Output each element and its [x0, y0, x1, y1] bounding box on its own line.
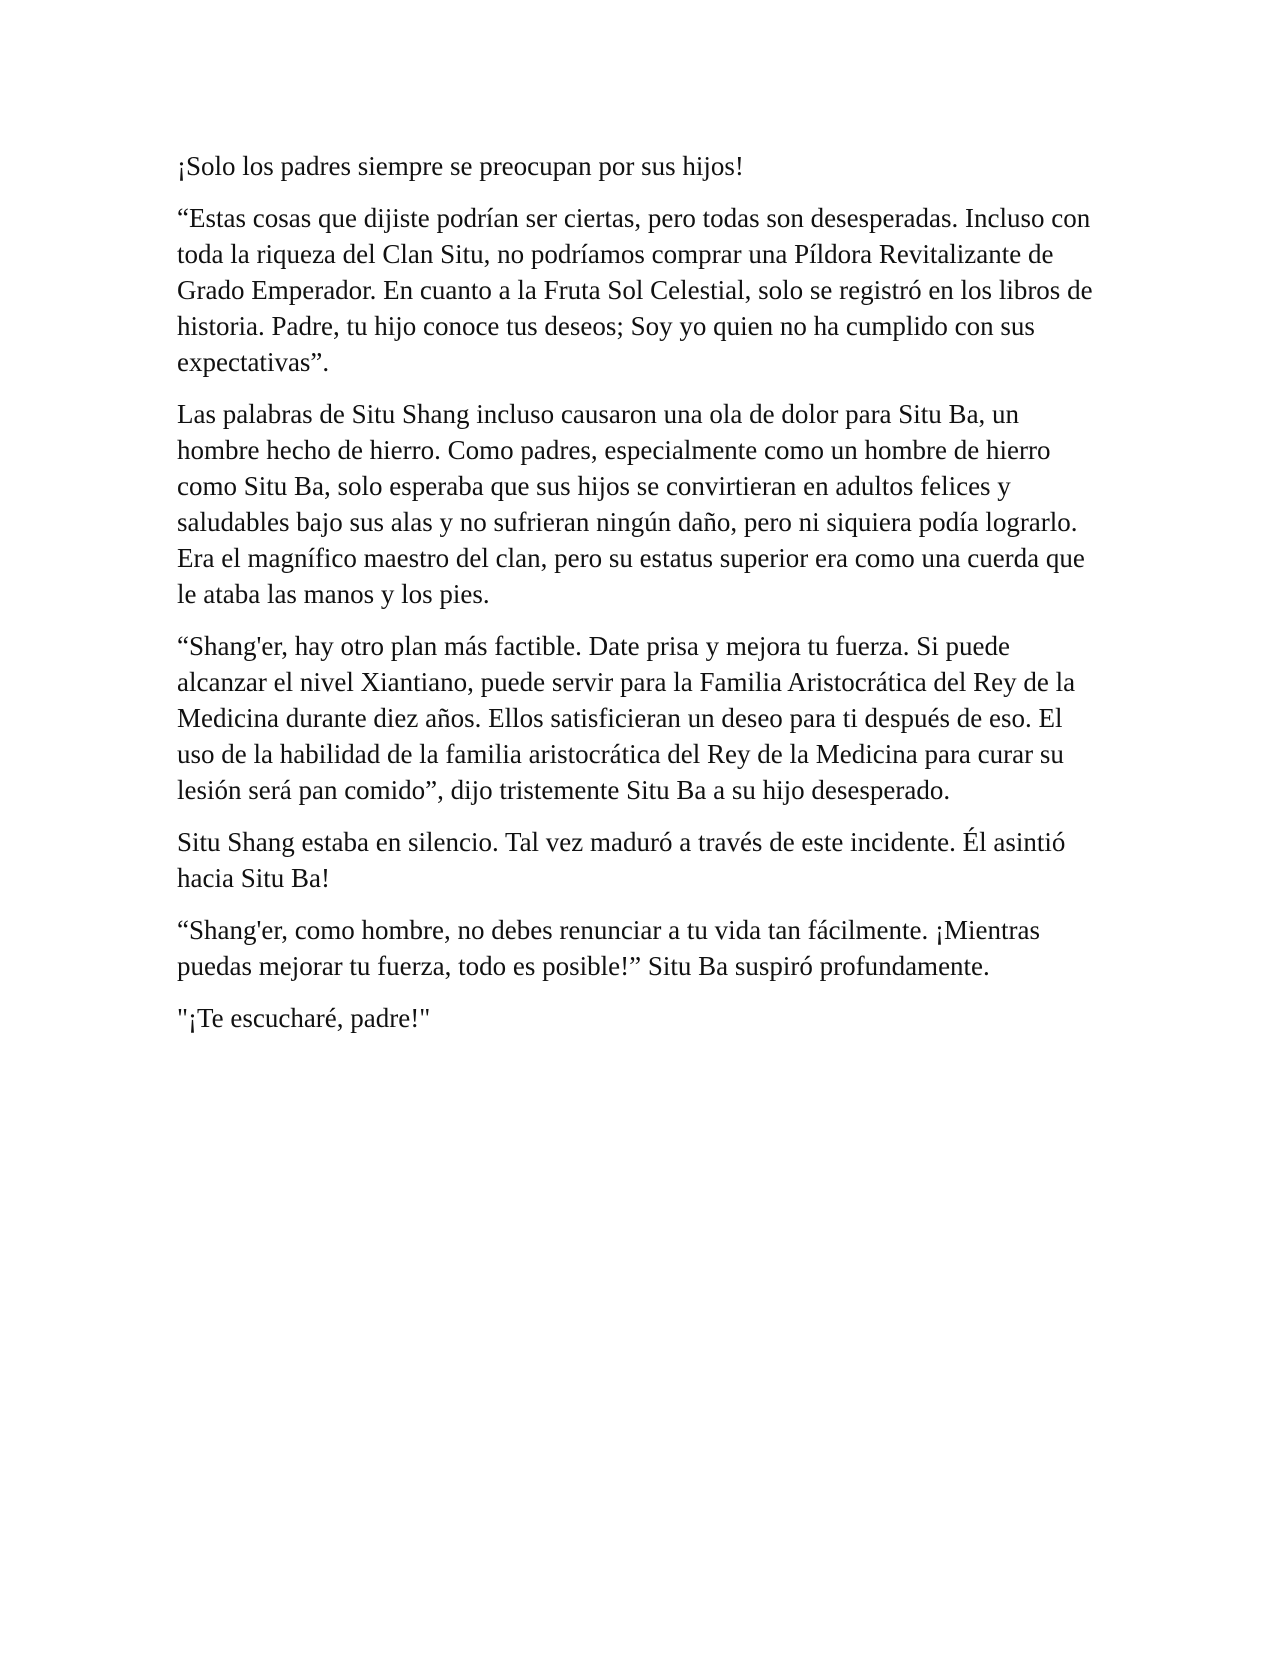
- paragraph-3: Las palabras de Situ Shang incluso causaron una ola de dolor para Situ Ba, un hombre hecho de hierro. Como padres, especialmente como un hombre de hierro como Situ Ba, solo esperaba que sus hijos se convirtieran en adultos felices y saludables bajo sus alas y no sufrieran ningún daño, pero ni siquiera podía lograrlo. Era el magnífico maestro del clan, pero su estatus superior era como una cuerda que le ataba las manos y los pies.: [177, 399, 1085, 609]
- paragraph-1: ¡Solo los padres siempre se preocupan por sus hijos!: [177, 151, 744, 181]
- paragraph-2: “Estas cosas que dijiste podrían ser ciertas, pero todas son desesperadas. Incluso con toda la riqueza del Clan Situ, no podríamos comprar una Píldora Revitalizante de Grado Emperador. En cuanto a la Fruta Sol Celestial, solo se registró en los libros de historia. Padre, tu hijo conoce tus deseos; Soy yo quien no ha cumplido con sus expectativas”.: [177, 203, 1093, 377]
- paragraph-5: Situ Shang estaba en silencio. Tal vez maduró a través de este incidente. Él asintió hacia Situ Ba!: [177, 827, 1066, 893]
- document-body: [177, 148, 1097, 1052]
- paragraph-7: "¡Te escucharé, padre!": [177, 1003, 431, 1033]
- paragraph-4: “Shang'er, hay otro plan más factible. Date prisa y mejora tu fuerza. Si puede alcanzar el nivel Xiantiano, puede servir para la Familia Aristocrática del Rey de la Medicina durante diez años. Ellos satisficieran un deseo para ti después de eso. El uso de la habilidad de la familia aristocrática del Rey de la Medicina para curar su lesión será pan comido”, dijo tristemente Situ Ba a su hijo desesperado.: [177, 631, 1076, 805]
- paragraph-6: “Shang'er, como hombre, no debes renunciar a tu vida tan fácilmente. ¡Mientras puedas mejorar tu fuerza, todo es posible!” Situ Ba suspiró profundamente.: [177, 915, 1040, 981]
